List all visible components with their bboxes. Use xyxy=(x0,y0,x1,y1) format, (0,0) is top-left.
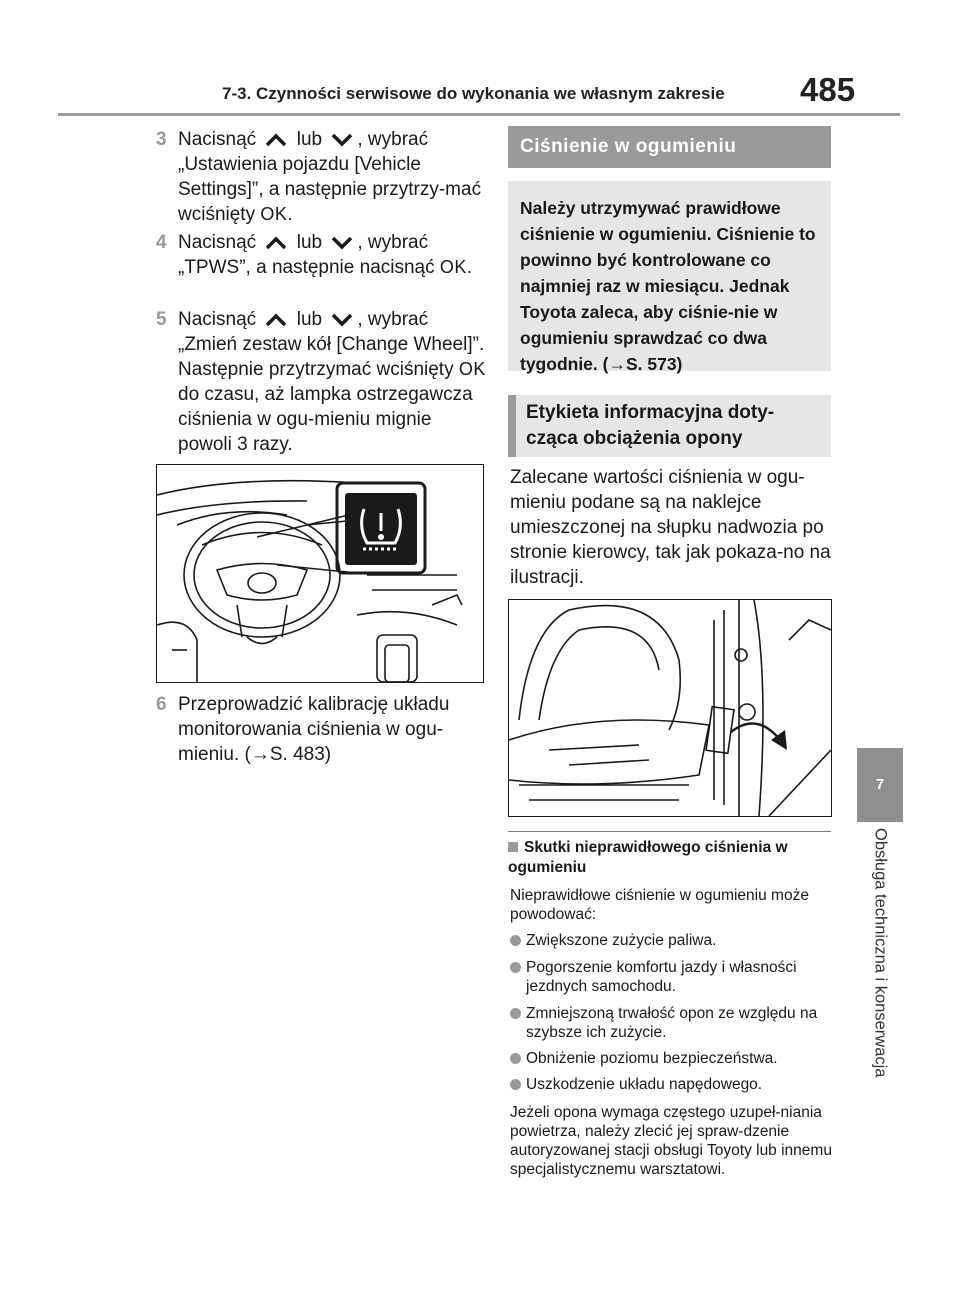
chapter-label-wrap xyxy=(857,828,903,1118)
closing-paragraph: Jeżeli opona wymaga częstego uzupeł-niania powietrza, należy zlecić jej spraw-dzenie autoryzowanej stacji obsługi Toyoty lub innemu specjalistycznemu warsztatowi. xyxy=(510,1104,832,1178)
chevron-up-icon xyxy=(265,313,287,327)
step-text-rest: „Ustawienia pojazdu [Vehicle Settings]”, a następnie przytrzy-mać wciśnięty xyxy=(178,154,482,225)
step-5 xyxy=(156,307,486,457)
chevron-down-icon xyxy=(331,133,353,147)
square-bullet-icon xyxy=(508,842,518,852)
step-text-rest: „TPWS”, a następnie nacisnąć xyxy=(178,257,435,278)
list-item: Uszkodzenie układu napędowego. xyxy=(510,1075,833,1094)
step-text-post: , wybrać xyxy=(357,232,429,253)
step-text-rest: „Zmień zestaw kół [Change Wheel]”. Następnie przytrzymać wciśnięty xyxy=(178,334,485,380)
section-rule xyxy=(508,831,831,832)
step-text-pre: Nacisnąć xyxy=(178,309,257,330)
chapter-label: Obsługa techniczna i konserwacja xyxy=(871,828,890,1078)
ok-button-glyph: OK xyxy=(439,257,467,277)
step-number: 3 xyxy=(156,129,167,150)
step-text-mid: lub xyxy=(296,232,323,253)
step-text-post: , wybrać xyxy=(357,129,429,150)
step-text-end: do czasu, aż lampka ostrzegawcza ciśnienia w ogu-mieniu mignie powoli 3 razy. xyxy=(178,384,473,455)
chevron-down-icon xyxy=(331,236,353,250)
step-text-mid: lub xyxy=(296,309,323,330)
list-item: Zmniejszoną trwałość opon ze względu na szybsze ich zużycie. xyxy=(510,1004,833,1042)
info-box: Należy utrzymywać prawidłowe ciśnienie w ogumieniu. Ciśnienie to powinno być kontrolowane co najmniej raz w miesiącu. Jednak Toyota zaleca, aby ciśnie-nie w ogumieniu sprawdzać co dwa tygodnie. (→S. 573) xyxy=(508,181,831,371)
step-number: 5 xyxy=(156,309,167,330)
sub-heading: Etykieta informacyjna doty-cząca obciążenia opony xyxy=(508,395,831,457)
step-number: 4 xyxy=(156,232,167,253)
bullet-icon xyxy=(510,962,521,973)
body-paragraph: Zalecane wartości ciśnienia w ogu-mieniu podane są na naklejce umieszczonej na słupku nadwozia po stronie kierowcy, tak jak pokaza-no na ilustracji. xyxy=(510,467,831,588)
ok-button-glyph: OK xyxy=(260,204,288,224)
section-heading: Ciśnienie w ogumieniu xyxy=(508,126,831,168)
list-item: Obniżenie poziomu bezpieczeństwa. xyxy=(510,1049,833,1068)
bullet-icon xyxy=(510,1053,521,1064)
step-number: 6 xyxy=(156,694,167,715)
step-text-pre: Nacisnąć xyxy=(178,232,257,253)
step-text-post: , wybrać xyxy=(357,309,429,330)
step-text-end: . xyxy=(287,204,293,225)
step-text: Przeprowadzić kalibrację układu monitorowania ciśnienia w ogu-mieniu. (→S. 483) xyxy=(178,694,450,765)
header-rule xyxy=(58,113,900,116)
small-heading-text: Skutki nieprawidłowego ciśnienia w ogumieniu xyxy=(508,839,788,876)
small-heading xyxy=(508,838,831,878)
door-pillar-illustration xyxy=(508,599,832,817)
page-number: 485 xyxy=(800,71,856,108)
list-item: Pogorszenie komfortu jazdy i własności jezdnych samochodu. xyxy=(510,958,833,996)
chapter-tab: 7 xyxy=(857,748,903,822)
step-text-end: . xyxy=(466,257,473,278)
small-intro: Nieprawidłowe ciśnienie w ogumieniu może powodować: xyxy=(510,887,809,923)
step-4 xyxy=(156,230,486,280)
step-text-mid: lub xyxy=(296,129,323,150)
chevron-up-icon xyxy=(265,236,287,250)
bullet-icon xyxy=(510,1008,521,1019)
ok-button-glyph: OK xyxy=(458,359,486,379)
bullet-icon xyxy=(510,935,521,946)
step-3 xyxy=(156,127,486,227)
list-item: Zwiększone zużycie paliwa. xyxy=(510,931,833,950)
step-6 xyxy=(156,692,486,767)
section-title: 7-3. Czynności serwisowe do wykonania we własnym zakresie xyxy=(222,84,725,103)
chevron-down-icon xyxy=(331,313,353,327)
chevron-up-icon xyxy=(265,133,287,147)
door-pillar-drawing xyxy=(509,600,831,816)
dashboard-illustration xyxy=(156,464,484,683)
step-text-pre: Nacisnąć xyxy=(178,129,257,150)
bullet-icon xyxy=(510,1079,521,1090)
dashboard-drawing xyxy=(157,465,483,682)
